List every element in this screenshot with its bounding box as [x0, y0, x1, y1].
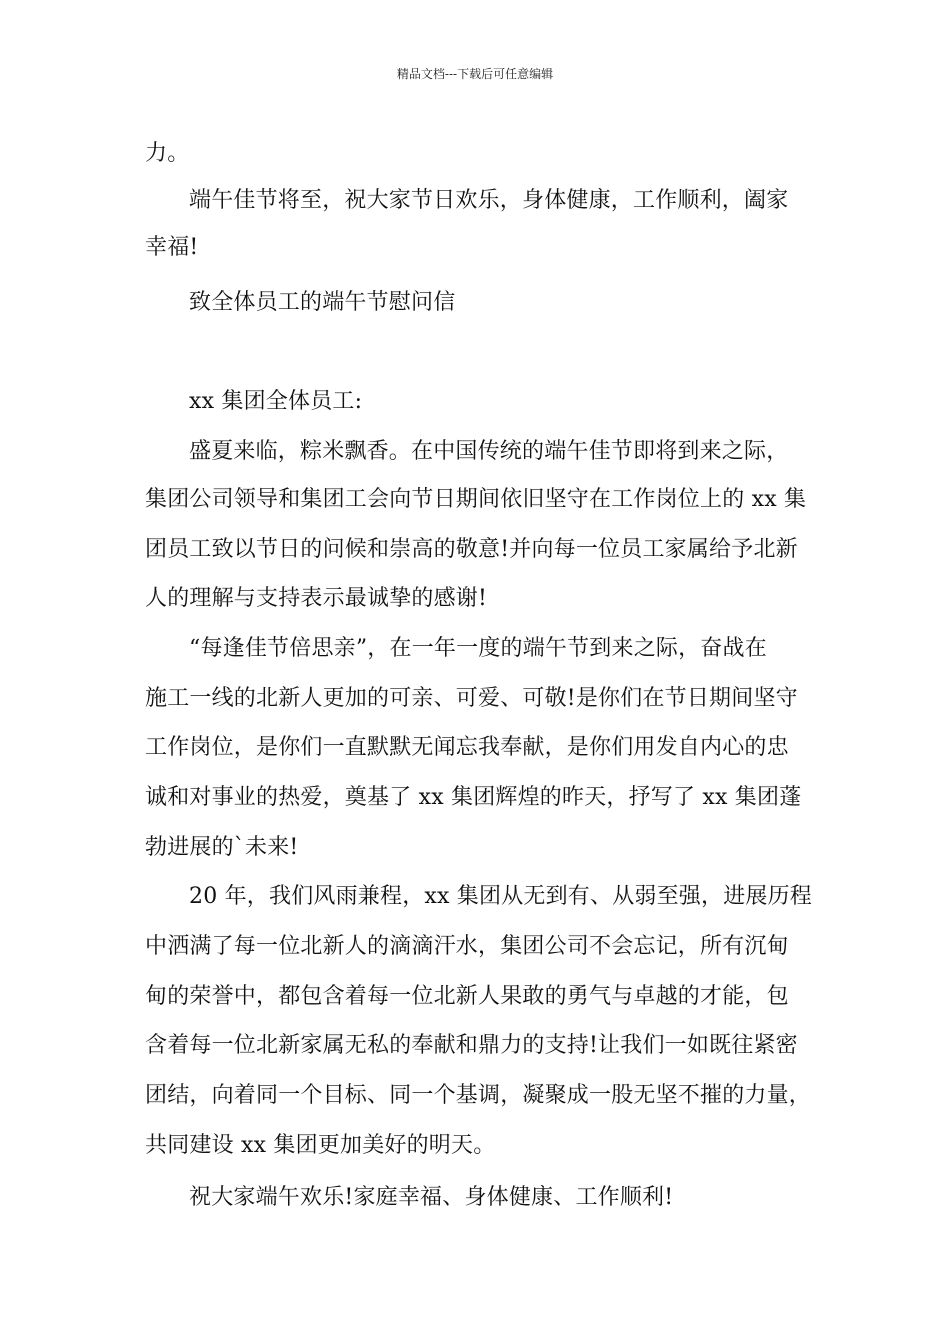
salutation: xx 集团全体员工:	[189, 389, 363, 414]
text-line: 人的理解与支持表示最诚挚的感谢!	[145, 586, 488, 611]
text-line: 中洒满了每一位北新人的滴滴汗水，集团公司不会忘记，所有沉甸	[145, 934, 789, 959]
text-line: 盛夏来临，粽米飘香。在中国传统的端午佳节即将到来之际，	[189, 439, 789, 464]
text-line: 团员工致以节日的问候和崇高的敬意!并向每一位员工家属给予北新	[145, 537, 798, 562]
text-line: 团结，向着同一个目标、同一个基调，凝聚成一股无坚不摧的力量，	[145, 1083, 812, 1108]
text-line: 诚和对事业的热爱，奠基了 xx 集团辉煌的昨天，抒写了 xx 集团蓬	[145, 785, 802, 810]
text-line: “每逢佳节倍思亲”，在一年一度的端午节到来之际，奋战在	[189, 636, 767, 661]
text-line: 施工一线的北新人更加的可亲、可爱、可敬!是你们在节日期间坚守	[145, 686, 798, 711]
letter-title: 致全体员工的端午节慰问信	[189, 290, 456, 315]
text-line: 含着每一位北新家属无私的奉献和鼎力的支持!让我们一如既往紧密	[145, 1033, 798, 1058]
text-line: 集团公司领导和集团工会向节日期间依旧坚守在工作岗位上的 xx 集	[145, 487, 807, 512]
closing-line: 祝大家端午欢乐!家庭幸福、身体健康、工作顺利!	[189, 1185, 674, 1210]
text-line: 力。	[145, 141, 190, 166]
text-line: 幸福!	[145, 235, 199, 260]
text-line: 共同建设 xx 集团更加美好的明天。	[145, 1133, 496, 1158]
text-line: 勃进展的`未来!	[145, 835, 299, 860]
text-line: 端午佳节将至，祝大家节日欢乐，身体健康，工作顺利，阖家	[189, 188, 789, 213]
text-line: 工作岗位，是你们一直默默无闻忘我奉献，是你们用发自内心的忠	[145, 735, 789, 760]
text-line: 20 年，我们风雨兼程，xx 集团从无到有、从弱至强，进展历程	[189, 884, 812, 909]
page-header: 精品文档---下载后可任意编辑	[396, 67, 554, 81]
text-line: 甸的荣誉中，都包含着每一位北新人果敢的勇气与卓越的才能，包	[145, 984, 789, 1009]
